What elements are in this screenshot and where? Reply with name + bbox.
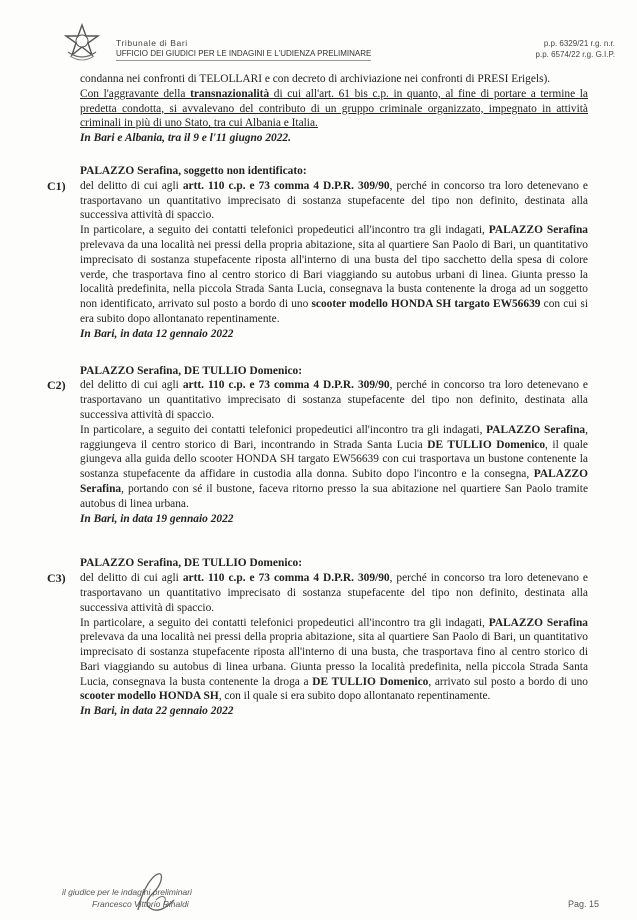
intro-place-date: In Bari e Albania, tra il 9 e l'11 giugno 2022. — [80, 132, 291, 145]
text-span: prelevava da una località nei pressi della propria abitazione, sita al quartiere San Paolo di Bari, un quantitativo imprecisato di sostanza stupefacente riposta all'interno di una busta del tipo sacchetto della spesa di colore verde, che trasportava fino al centro storico di Bari viaggiando su autobus urbani di linea. Giunta presso la località predefinita, nella piccola Strada Santa Lucia, consegnava la busta contenente la droga ad un soggetto non identificato, arrivato sul posto a bordo di uno — [80, 238, 588, 311]
c3-charge — [0, 571, 637, 719]
text-span: , arrivato sul posto a bordo di uno — [428, 675, 589, 688]
c1-charge — [0, 179, 637, 342]
c3-number: C3) — [47, 571, 66, 586]
aggr-text-a: Con l'aggravante della — [80, 87, 191, 100]
judge-signature-block — [62, 886, 192, 910]
case-reference-2: p.p. 6574/22 r.g. G.I.P. — [535, 50, 615, 59]
judge-name: Francesco Vittorio Rinaldi — [92, 899, 189, 909]
text-span: prelevava da una località nei pressi della propria abitazione, sita al quartiere San Paolo di Bari, un quantitativo imprecisato di sostanza stupefacente riposta all'interno di una busta, che trasportava fino al centro storico di Bari viaggiando su autobus di linea urbana. Giunta presso la località predefinita, nella piccola Strada Santa Lucia, consegnava la busta contenente la droga a — [80, 631, 588, 688]
defendant-name: PALAZZO Serafina — [486, 423, 586, 436]
vehicle-description: scooter modello HONDA SH — [80, 690, 219, 703]
page-header — [0, 0, 637, 62]
c1-place-date: In Bari, in data 12 gennaio 2022 — [80, 327, 234, 340]
c1-para-2 — [80, 223, 588, 327]
c1-number: C1) — [47, 178, 66, 193]
text-span: , perché in concorso tra loro detenevano e trasportavano un quantitativo imprecisato di sostanza stupefacente del tipo non definito, destinata alla successiva attività di spaccio. — [80, 179, 588, 222]
c1-heading: PALAZZO Serafina, soggetto non identificato: — [80, 164, 307, 177]
court-name: Tribunale di Bari — [116, 38, 188, 48]
text-span: , con il quale si era subito dopo allontanato repentinamente. — [218, 690, 491, 703]
c3-para-1 — [80, 571, 588, 615]
vehicle-description: scooter modello HONDA SH targato EW56639 — [311, 298, 541, 311]
law-reference: artt. 110 c.p. e 73 comma 4 D.P.R. 309/90 — [182, 572, 390, 585]
italian-emblem-icon — [62, 22, 102, 62]
c2-para-2 — [80, 423, 588, 512]
text-span: In particolare, a seguito dei contatti telefonici propedeutici all'incontro tra gli indagati, — [80, 423, 487, 436]
aggravating-clause — [80, 87, 588, 131]
defendant-name: PALAZZO Serafina — [488, 224, 588, 237]
c2-number: C2) — [47, 378, 66, 393]
c2-place-date: In Bari, in data 19 gennaio 2022 — [80, 512, 234, 525]
text-span: In particolare, a seguito dei contatti telefonici propedeutici all'incontro tra gli indagati, — [80, 224, 489, 237]
text-span: , portando con sé il bustone, faceva ritorno presso la sua abitazione nel quartiere San Paolo tramite autobus di linea urbana. — [80, 482, 588, 510]
text-span: del delitto di cui agli — [80, 179, 183, 192]
c3-para-2 — [80, 616, 588, 705]
c2-heading: PALAZZO Serafina, DE TULLIO Domenico: — [80, 364, 303, 377]
c2-charge — [0, 378, 637, 526]
c3-heading: PALAZZO Serafina, DE TULLIO Domenico: — [80, 557, 303, 570]
text-span: del delitto di cui agli — [80, 572, 183, 585]
text-span: In particolare, a seguito dei contatti telefonici propedeutici all'incontro tra gli indagati, — [80, 616, 489, 629]
office-name: UFFICIO DEI GIUDICI PER LE INDAGINI E L'UDIENZA PRELIMINARE — [116, 49, 371, 61]
text-span: con cui si era subito dopo allontanato repentinamente. — [80, 298, 588, 325]
intro-line: condanna nei confronti di TELOLLARI e con decreto di archiviazione nei confronti di PRESI Erigels). — [80, 73, 551, 85]
aggr-text-b: di cui all'art. 61 bis c.p. in quanto, al fine di portare a termine la predetta condotta, si avvalevano del contributo di un gruppo criminale organizzato, impegnato in attività criminali in più di uno Stato, tra cui Albania e Italia. — [80, 87, 588, 130]
text-span: del delitto di cui agli — [80, 379, 183, 392]
document-body — [0, 72, 637, 719]
c2-para-1 — [80, 378, 588, 422]
law-reference: artt. 110 c.p. e 73 comma 4 D.P.R. 309/90 — [182, 179, 390, 192]
defendant-name: DE TULLIO Domenico — [427, 438, 546, 451]
text-span: , il quale giungeva alla guida dello scooter HONDA SH targato EW56639 con cui trasportava un bustone contenente la sostanza stupefacente da affidare in custodia alla donna. Subito dopo l'incontro e la consegna, — [80, 438, 588, 481]
judge-title: il giudice per le indagini preliminari — [62, 887, 192, 897]
c3-place-date: In Bari, in data 22 gennaio 2022 — [80, 705, 234, 718]
c1-para-1 — [80, 179, 588, 223]
page-number: Pag. 15 — [567, 899, 599, 909]
text-span: , perché in concorso tra loro detenevano e trasportavano un quantitativo imprecisato di sostanza stupefacente del tipo non definito, destinata alla successiva attività di spaccio. — [80, 572, 588, 614]
text-span: , perché in concorso tra loro detenevano e trasportavano un quantitativo imprecisato di sostanza stupefacente del tipo non definito, destinata alla successiva attività di spaccio. — [80, 379, 588, 421]
defendant-name: PALAZZO Serafina — [488, 616, 588, 629]
text-span: , raggiungeva il centro storico di Bari, incontrando in Strada Santa Lucia — [80, 423, 588, 451]
case-reference-1: p.p. 6329/21 r.g. n.r. — [543, 39, 615, 48]
defendant-name: PALAZZO Serafina — [80, 468, 588, 495]
aggr-text-bold: transnazionalità — [190, 87, 270, 100]
law-reference: artt. 110 c.p. e 73 comma 4 D.P.R. 309/90 — [182, 379, 390, 392]
defendant-name: DE TULLIO Domenico — [312, 675, 429, 688]
